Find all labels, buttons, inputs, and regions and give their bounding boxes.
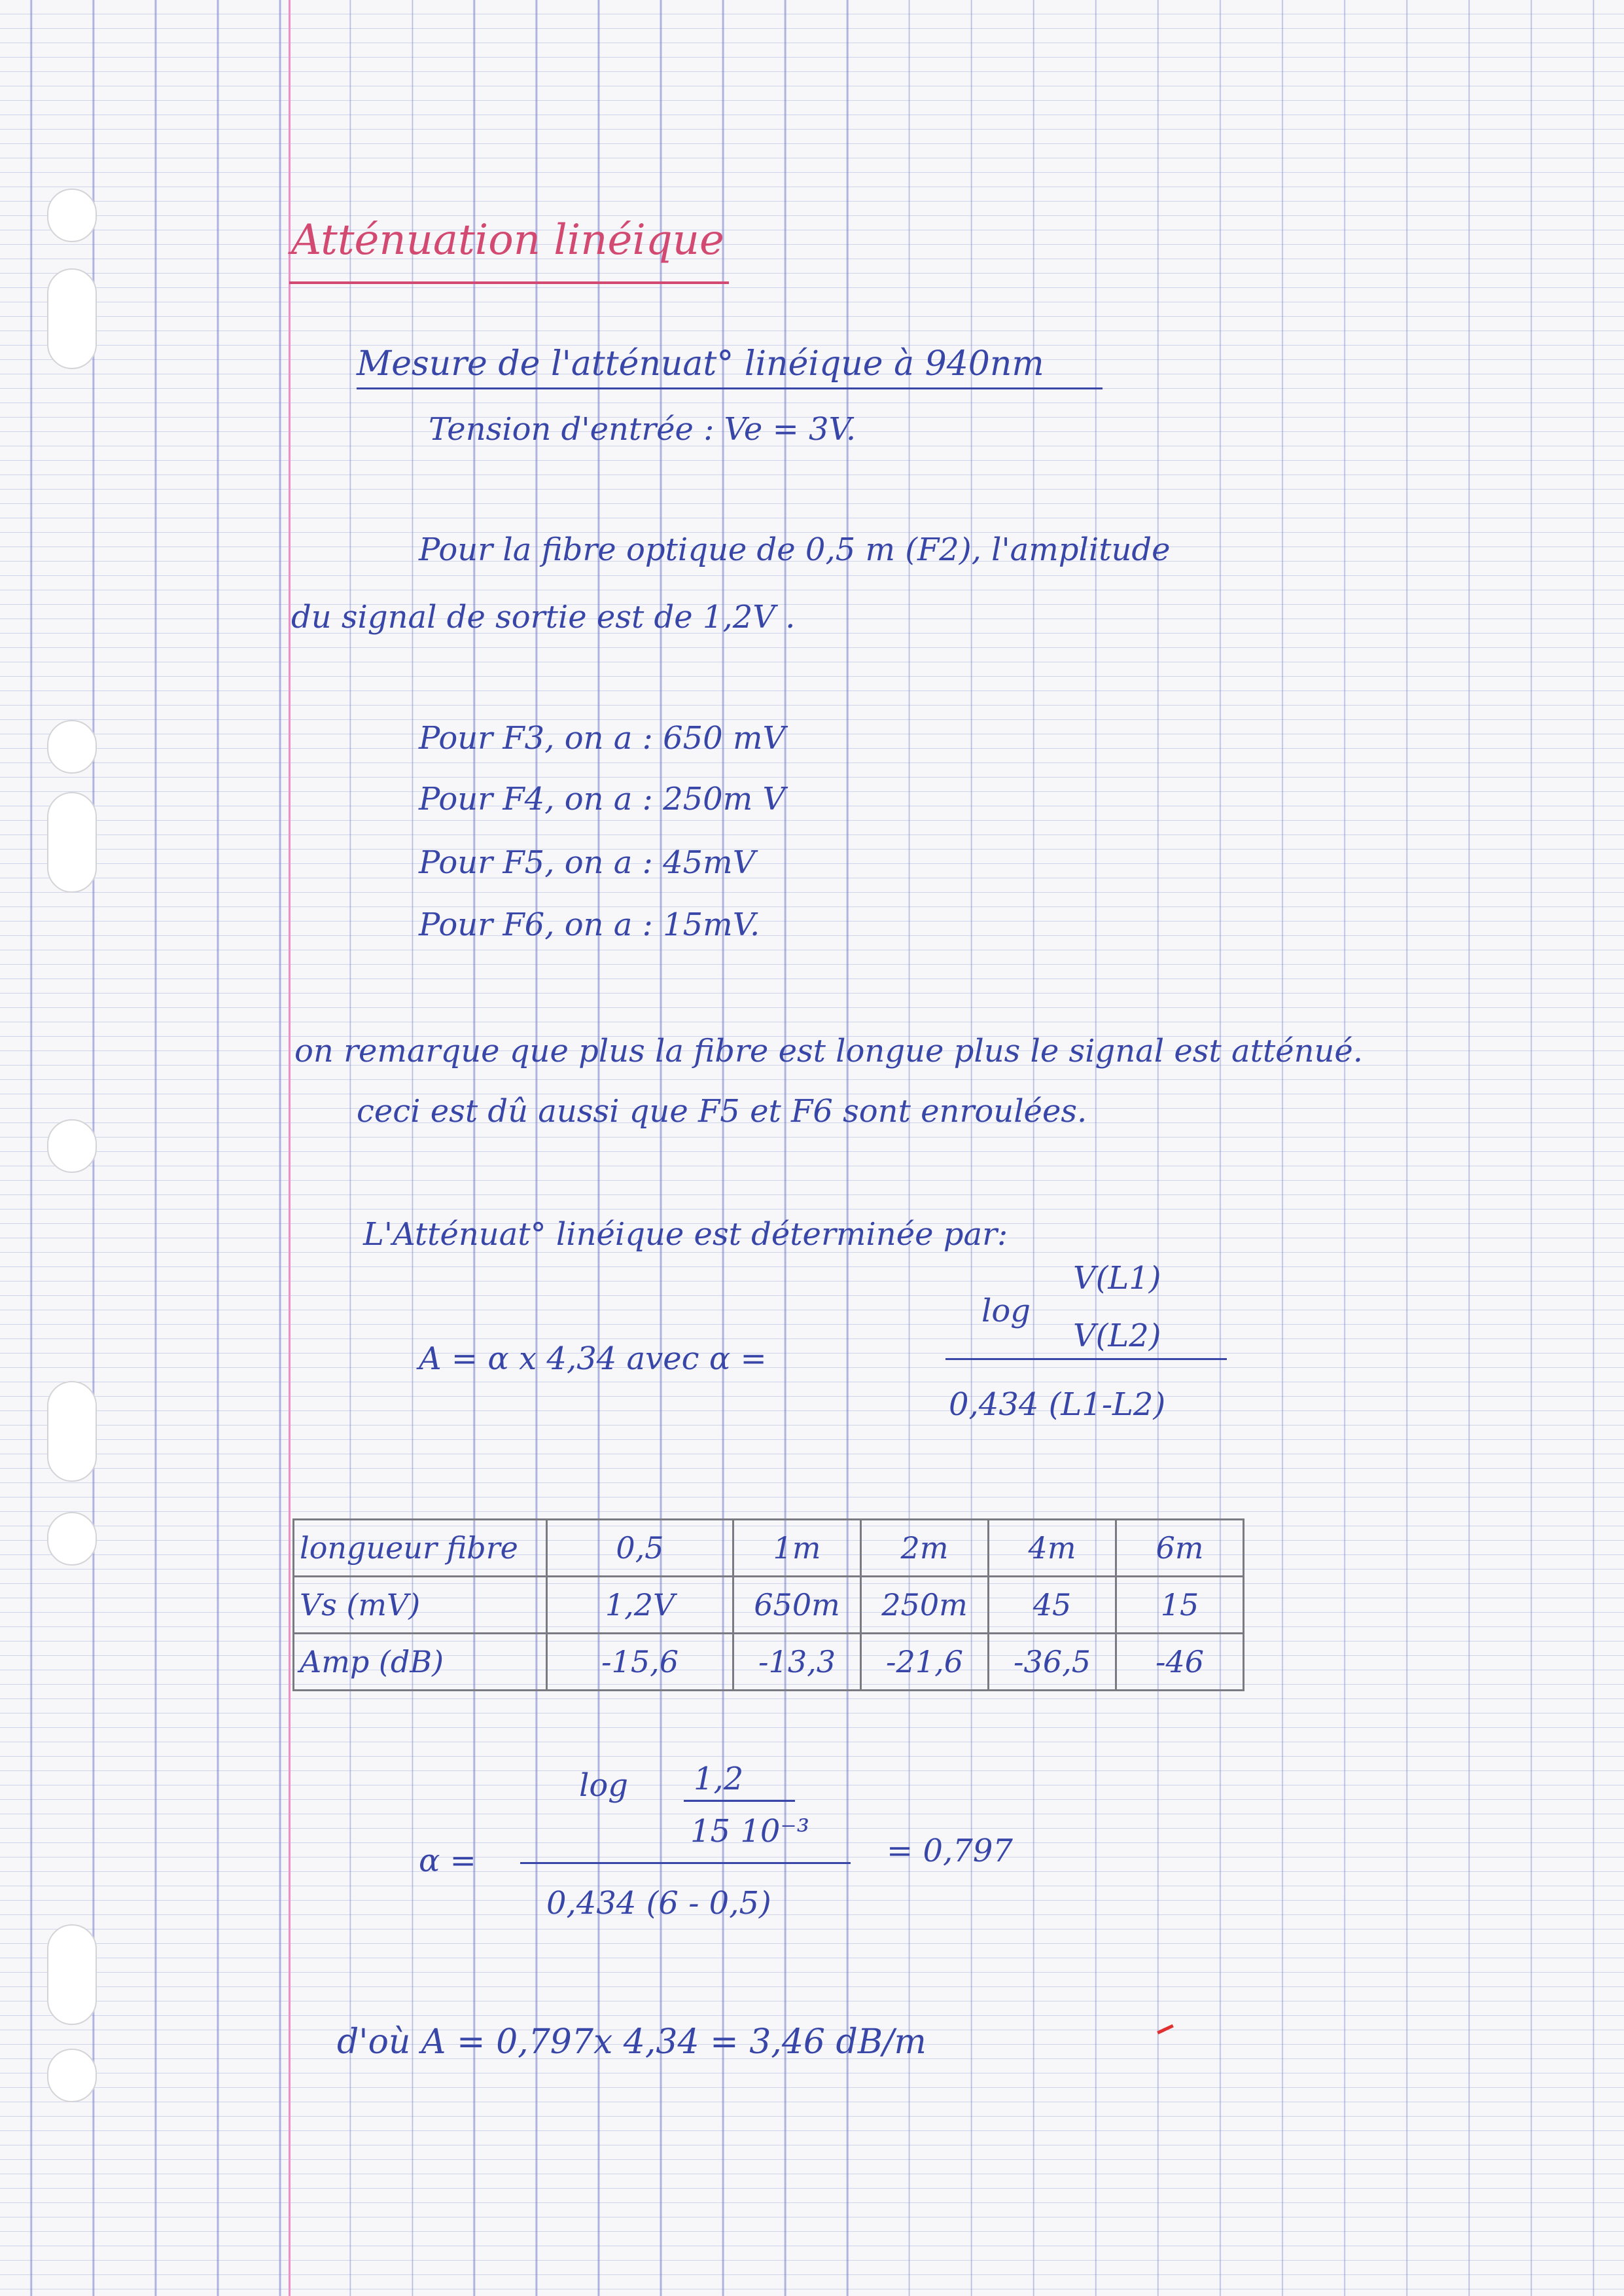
- punch-hole: [47, 1924, 97, 2025]
- remark-line: on remarque que plus la fibre est longue plus le signal est atténué.: [294, 1033, 1364, 1069]
- table-row-label: Amp (dB): [294, 1634, 547, 1691]
- table-cell: 650m: [733, 1577, 861, 1634]
- table-row: [294, 1577, 1244, 1634]
- punch-hole: [47, 268, 97, 369]
- margin-line: [289, 0, 291, 2296]
- punch-hole: [47, 1512, 97, 1566]
- table-cell: -13,3: [733, 1634, 861, 1691]
- table-cell: 45: [989, 1577, 1116, 1634]
- punch-hole: [47, 1119, 97, 1173]
- table-cell: 4m: [989, 1520, 1116, 1577]
- formula-numerator-top: V(L1): [1073, 1260, 1161, 1297]
- punch-hole: [47, 1381, 97, 1482]
- formula-numerator-bottom: V(L2): [1073, 1318, 1161, 1354]
- table-cell: -15,6: [547, 1634, 733, 1691]
- calc-alpha: α =: [419, 1842, 476, 1879]
- calc-numerator-bottom: 15 10⁻³: [690, 1813, 809, 1850]
- table-cell: 2m: [861, 1520, 989, 1577]
- table-cell: -36,5: [989, 1634, 1116, 1691]
- measurement-line: Pour F4, on a : 250m V: [419, 781, 786, 817]
- section-subtitle: Mesure de l'atténuat° linéique à 940nm: [357, 344, 1044, 384]
- measurement-line: Pour F3, on a : 650 mV: [419, 720, 786, 757]
- calc-inner-fraction-bar: [684, 1800, 795, 1802]
- punch-hole: [47, 792, 97, 893]
- paragraph-line: du signal de sortie est de 1,2V .: [291, 599, 796, 636]
- punch-hole: [47, 188, 97, 242]
- table-cell: -21,6: [861, 1634, 989, 1691]
- calc-fraction-bar: [520, 1862, 851, 1864]
- table-row: [294, 1634, 1244, 1691]
- formula-intro: L'Atténuat° linéique est déterminée par:: [363, 1216, 1008, 1253]
- table-cell: 0,5: [547, 1520, 733, 1577]
- measurement-line: Pour F5, on a : 45mV: [419, 844, 756, 881]
- calc-denominator: 0,434 (6 - 0,5): [546, 1885, 771, 1922]
- formula-fraction-bar: [945, 1358, 1227, 1360]
- table-row-label: longueur fibre: [294, 1520, 547, 1577]
- title-underline: [289, 281, 729, 284]
- table-cell: -46: [1116, 1634, 1244, 1691]
- conclusion: d'où A = 0,797x 4,34 = 3,46 dB/m: [337, 2022, 927, 2062]
- results-table: [292, 1518, 1244, 1691]
- formula-denominator: 0,434 (L1-L2): [949, 1386, 1166, 1423]
- table-cell: 1m: [733, 1520, 861, 1577]
- table-cell: 250m: [861, 1577, 989, 1634]
- page-title: Atténuation linéique: [291, 216, 724, 264]
- table-row: [294, 1520, 1244, 1577]
- calc-log: log: [579, 1767, 628, 1804]
- formula-lhs: A = α x 4,34 avec α =: [419, 1340, 767, 1377]
- table-row-label: Vs (mV): [294, 1577, 547, 1634]
- paragraph-line: Pour la fibre optique de 0,5 m (F2), l'amplitude: [419, 531, 1171, 568]
- remark-line: ceci est dû aussi que F5 et F6 sont enroulées.: [357, 1093, 1087, 1130]
- subtitle-underline: [357, 387, 1103, 389]
- table-cell: 6m: [1116, 1520, 1244, 1577]
- calc-numerator-top: 1,2: [694, 1761, 744, 1797]
- formula-log: log: [981, 1293, 1031, 1329]
- measurement-line: Pour F6, on a : 15mV.: [419, 906, 760, 943]
- check-mark: [1157, 2024, 1174, 2035]
- punch-hole: [47, 720, 97, 774]
- table-cell: 1,2V: [547, 1577, 733, 1634]
- punch-hole: [47, 2049, 97, 2102]
- table-cell: 15: [1116, 1577, 1244, 1634]
- input-voltage: Tension d'entrée : Ve = 3V.: [429, 411, 856, 448]
- calc-result: = 0,797: [887, 1833, 1013, 1869]
